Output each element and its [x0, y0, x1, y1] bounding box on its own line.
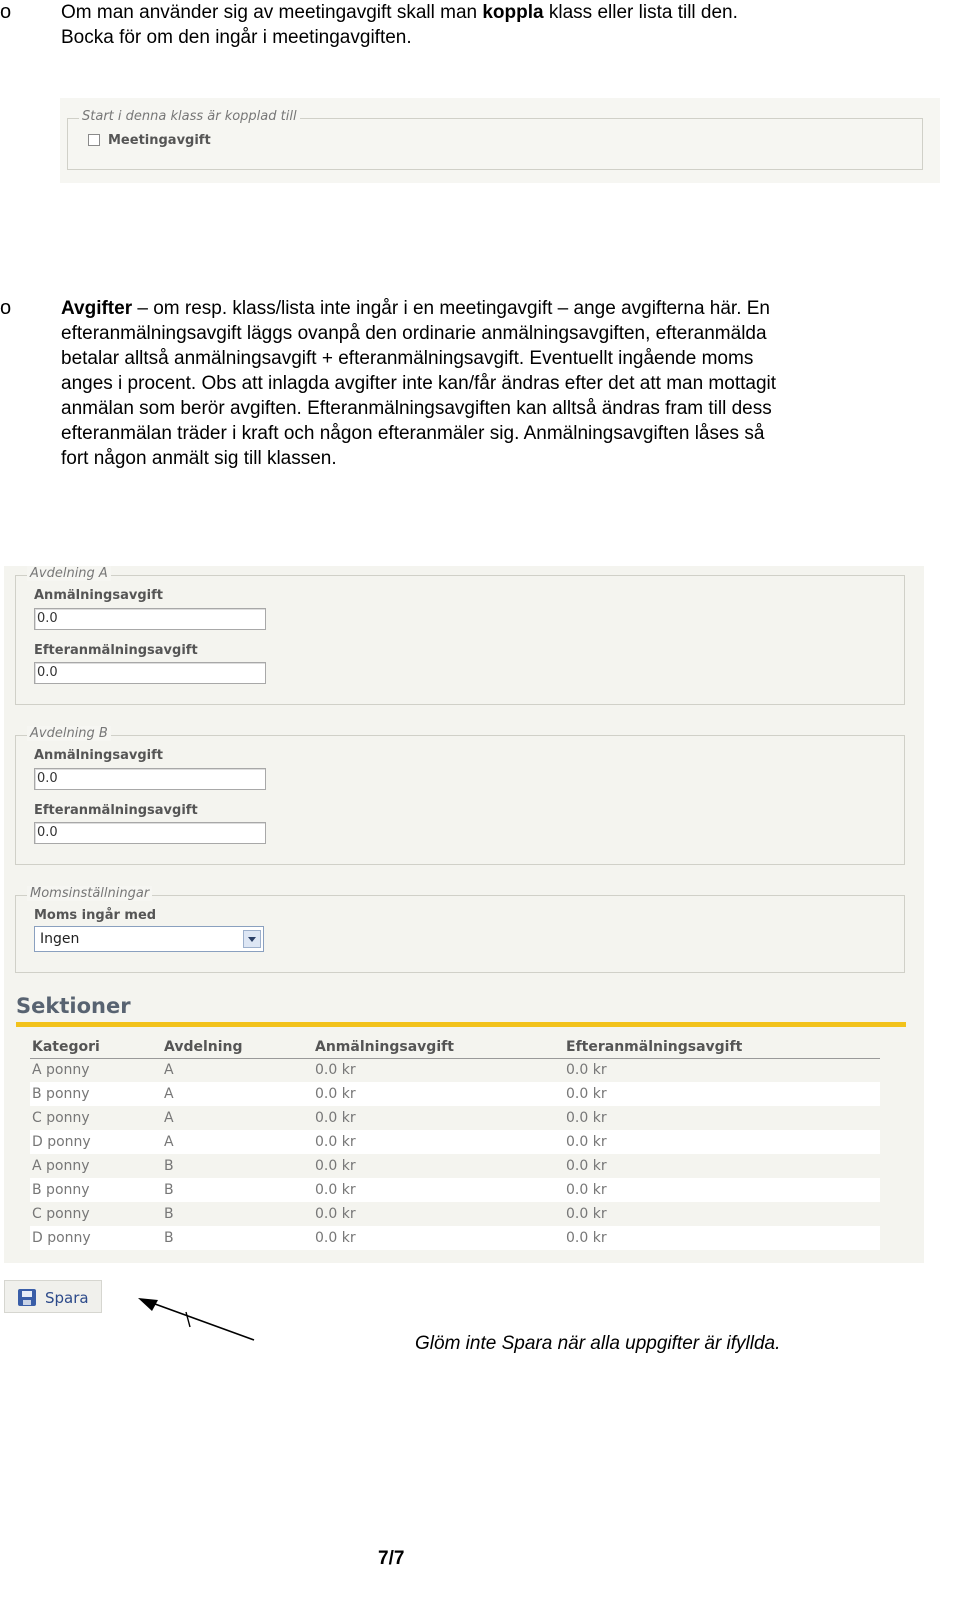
text-line: betalar alltså anmälningsavgift + efteranmälningsavgift. Eventuellt ingående moms	[61, 348, 754, 369]
moms-label: Moms ingår med	[34, 908, 157, 923]
bullet-koppla-text	[61, 0, 921, 50]
table-row[interactable]	[30, 1106, 880, 1130]
cell-efteranmalningsavgift: 0.0 kr	[564, 1058, 880, 1082]
bullet-avgifter-text	[61, 296, 921, 471]
table-header-row	[30, 1036, 880, 1058]
text-span: Om man använder sig av meetingavgift skall man	[61, 2, 483, 23]
cell-anmalningsavgift: 0.0 kr	[313, 1130, 564, 1154]
text-line: – om resp. klass/lista inte ingår i en meetingavgift – ange avgifterna här. En	[132, 298, 771, 319]
table-row[interactable]	[30, 1154, 880, 1178]
cell-anmalningsavgift: 0.0 kr	[313, 1226, 564, 1250]
table-row[interactable]	[30, 1226, 880, 1250]
page-number: 7/7	[378, 1548, 405, 1569]
col-header-kategori[interactable]: Kategori	[30, 1036, 162, 1058]
reminder-note: Glöm inte Spara när alla uppgifter är ifyllda.	[415, 1333, 781, 1354]
cell-avdelning: B	[162, 1154, 313, 1178]
cell-kategori: D ponny	[30, 1130, 162, 1154]
cell-anmalningsavgift: 0.0 kr	[313, 1082, 564, 1106]
cell-avdelning: B	[162, 1178, 313, 1202]
moms-select[interactable]	[34, 926, 264, 952]
text-line: anges i procent. Obs att inlagda avgifter inte kan/får ändras efter det att man mottagit	[61, 373, 777, 394]
cell-avdelning: A	[162, 1106, 313, 1130]
avd-a-fee-label: Anmälningsavgift	[34, 588, 163, 603]
avd-b-late-input[interactable]: 0.0	[34, 822, 266, 844]
bold-word: koppla	[482, 2, 544, 23]
cell-anmalningsavgift: 0.0 kr	[313, 1178, 564, 1202]
text-span: klass eller lista till den.	[543, 2, 738, 23]
cell-avdelning: A	[162, 1058, 313, 1082]
table-row[interactable]	[30, 1082, 880, 1106]
table-row[interactable]	[30, 1058, 880, 1082]
meetingavgift-checkbox[interactable]	[88, 134, 100, 146]
bullet-mark: o	[0, 297, 12, 319]
text-line: anmälan som berör avgiften. Efteranmälningsavgiften kan alltså ändras fram till dess	[61, 398, 772, 419]
table-row[interactable]	[30, 1130, 880, 1154]
meetingavgift-panel	[60, 98, 940, 183]
cell-avdelning: B	[162, 1226, 313, 1250]
sektioner-table	[30, 1036, 880, 1250]
save-button[interactable]	[4, 1280, 102, 1313]
col-header-efteranmalningsavgift[interactable]: Efteranmälningsavgift	[564, 1036, 880, 1058]
chevron-down-icon[interactable]	[243, 930, 261, 948]
cell-efteranmalningsavgift: 0.0 kr	[564, 1178, 880, 1202]
arrow-shaft	[144, 1300, 254, 1340]
avd-b-fee-input[interactable]: 0.0	[34, 768, 266, 790]
cell-anmalningsavgift: 0.0 kr	[313, 1106, 564, 1130]
text-line: efteranmälan träder i kraft och någon efteranmäler sig. Anmälningsavgiften låses så	[61, 423, 765, 444]
cell-avdelning: B	[162, 1202, 313, 1226]
text-span: Bocka för om den ingår i meetingavgiften.	[61, 27, 412, 48]
cell-kategori: A ponny	[30, 1154, 162, 1178]
avd-b-fee-label: Anmälningsavgift	[34, 748, 163, 763]
cell-anmalningsavgift: 0.0 kr	[313, 1154, 564, 1178]
cell-efteranmalningsavgift: 0.0 kr	[564, 1154, 880, 1178]
cell-avdelning: A	[162, 1082, 313, 1106]
cell-kategori: C ponny	[30, 1202, 162, 1226]
bold-word: Avgifter	[61, 298, 133, 319]
cell-kategori: B ponny	[30, 1082, 162, 1106]
avd-a-late-input[interactable]: 0.0	[34, 662, 266, 684]
avd-a-late-label: Efteranmälningsavgift	[34, 643, 198, 658]
cell-kategori: D ponny	[30, 1226, 162, 1250]
arrow-pointer	[130, 1290, 270, 1350]
cell-efteranmalningsavgift: 0.0 kr	[564, 1106, 880, 1130]
cell-kategori: C ponny	[30, 1106, 162, 1130]
bullet-mark: o	[0, 1, 12, 23]
col-header-avdelning[interactable]: Avdelning	[162, 1036, 313, 1058]
save-disk-icon	[18, 1289, 36, 1306]
cell-kategori: B ponny	[30, 1178, 162, 1202]
meetingavgift-label: Meetingavgift	[108, 133, 211, 148]
table-row[interactable]	[30, 1178, 880, 1202]
sektioner-title: Sektioner	[16, 994, 131, 1018]
cell-efteranmalningsavgift: 0.0 kr	[564, 1082, 880, 1106]
cell-efteranmalningsavgift: 0.0 kr	[564, 1130, 880, 1154]
text-line: efteranmälningsavgift läggs ovanpå den ordinarie anmälningsavgiften, efteranmälda	[61, 323, 767, 344]
koppling-legend: Start i denna klass är kopplad till	[79, 109, 300, 124]
cell-kategori: A ponny	[30, 1058, 162, 1082]
moms-legend: Momsinställningar	[27, 886, 152, 901]
cell-efteranmalningsavgift: 0.0 kr	[564, 1202, 880, 1226]
avdelning-b-legend: Avdelning B	[27, 726, 111, 741]
fees-panel	[4, 566, 924, 1263]
moms-select-value: Ingen	[40, 931, 80, 947]
save-button-label: Spara	[45, 1289, 89, 1307]
arrow-head	[138, 1298, 158, 1311]
avd-a-fee-input[interactable]: 0.0	[34, 608, 266, 630]
table-row[interactable]	[30, 1202, 880, 1226]
avdelning-a-legend: Avdelning A	[27, 566, 111, 581]
cell-avdelning: A	[162, 1130, 313, 1154]
text-line: fort någon anmält sig till klassen.	[61, 448, 337, 469]
col-header-anmalningsavgift[interactable]: Anmälningsavgift	[313, 1036, 564, 1058]
cell-anmalningsavgift: 0.0 kr	[313, 1058, 564, 1082]
cell-efteranmalningsavgift: 0.0 kr	[564, 1226, 880, 1250]
sektioner-accent-bar	[16, 1022, 906, 1027]
arrow-tick	[186, 1312, 190, 1327]
avd-b-late-label: Efteranmälningsavgift	[34, 803, 198, 818]
cell-anmalningsavgift: 0.0 kr	[313, 1202, 564, 1226]
